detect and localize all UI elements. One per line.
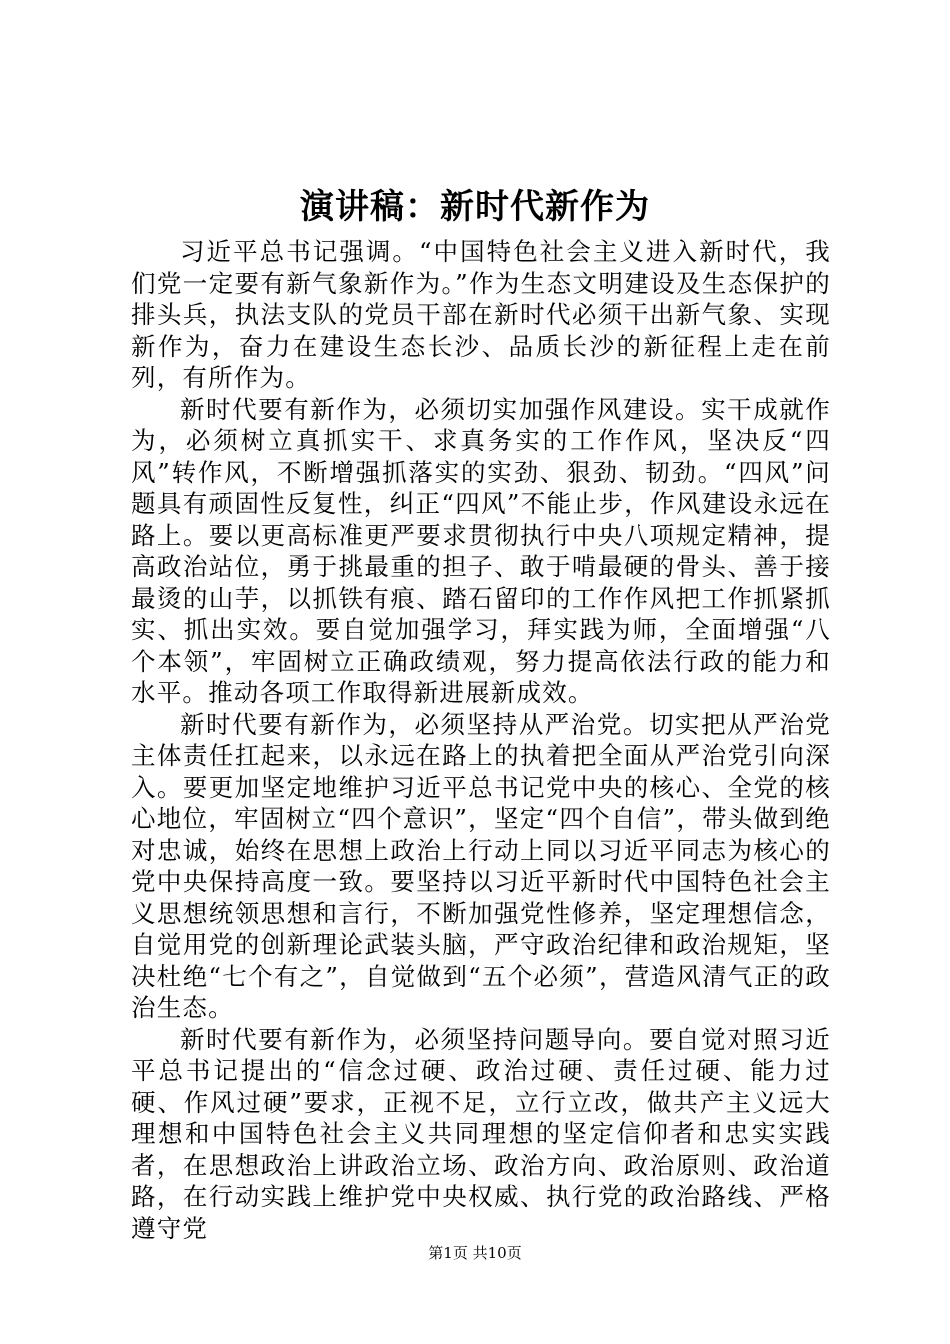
- document-title: 演讲稿：新时代新作为: [300, 187, 650, 227]
- page-number-footer: 第1页 共10页: [428, 1244, 522, 1262]
- paragraph-4: 新时代要有新作为，必须坚持问题导向。要自觉对照习近平总书记提出的“信念过硬、政治过硬、责任过硬、能力过硬、作风过硬”要求，正视不足，立行立改，做共产主义远大理想和中国特色社会主义共同理想的坚定信仰者和忠实实践者，在思想政治上讲政治立场、政治方向、政治原则、政治道路，在行动实践上维护党中央权威、执行党的政治路线、严格遵守党: [131, 1024, 831, 1243]
- paragraph-2: 新时代要有新作为，必须切实加强作风建设。实干成就作为，必须树立真抓实干、求真务实的工作作风，坚决反“四风”转作风，不断增强抓落实的实劲、狠劲、韧劲。“四风”问题具有顽固性反复性，纠正“四风”不能止步，作风建设永远在路上。要以更高标准更严要求贯彻执行中央八项规定精神，提高政治站位，勇于挑最重的担子、敢于啃最硬的骨头、善于接最烫的山芋，以抓铁有痕、踏石留印的工作作风把工作抓紧抓实、抓出实效。要自觉加强学习，拜实践为师，全面增强“八个本领”，牢固树立正确政绩观，努力提高依法行政的能力和水平。推动各项工作取得新进展新成效。: [131, 394, 831, 707]
- document-body: [131, 236, 831, 1244]
- paragraph-1: 习近平总书记强调。“中国特色社会主义进入新时代，我们党一定要有新气象新作为。”作为生态文明建设及生态保护的排头兵，执法支队的党员干部在新时代必须干出新气象、实现新作为，奋力在建设生态长沙、品质长沙的新征程上走在前列，有所作为。: [131, 237, 831, 392]
- paragraph-3: 新时代要有新作为，必须坚持从严治党。切实把从严治党主体责任扛起来，以永远在路上的执着把全面从严治党引向深入。要更加坚定地维护习近平总书记党中央的核心、全党的核心地位，牢固树立“四个意识”，坚定“四个自信”，带头做到绝对忠诚，始终在思想上政治上行动上同以习近平同志为核心的党中央保持高度一致。要坚持以习近平新时代中国特色社会主义思想统领思想和言行，不断加强党性修养，坚定理想信念，自觉用党的创新理论武装头脑，严守政治纪律和政治规矩，坚决杜绝“七个有之”，自觉做到“五个必须”，营造风清气正的政治生态。: [131, 709, 831, 1022]
